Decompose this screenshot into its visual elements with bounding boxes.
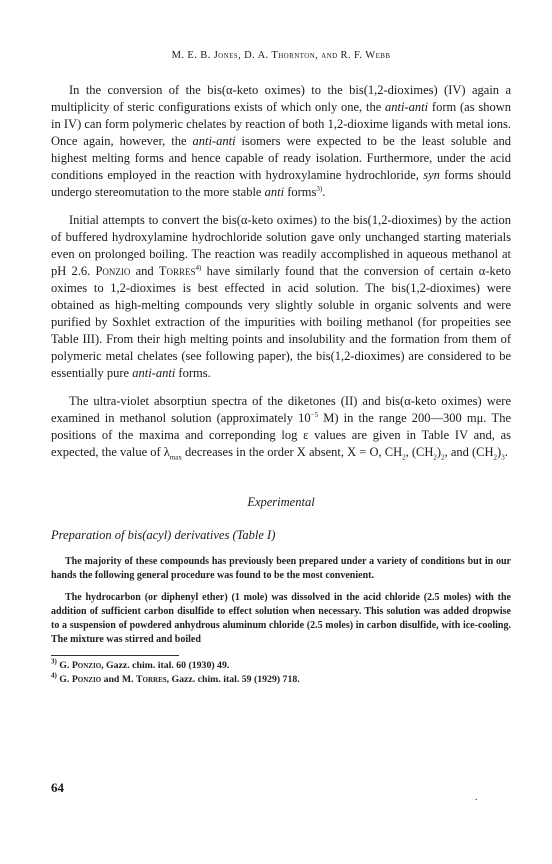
italic-term: anti-anti	[192, 134, 236, 148]
superscript: −5	[310, 410, 319, 419]
italic-term: anti	[264, 185, 285, 199]
superscript: 3)	[316, 184, 323, 193]
author-name: Torres	[158, 264, 196, 278]
italic-term: anti-anti	[132, 366, 176, 380]
running-head	[51, 50, 511, 61]
footnote-rule	[51, 655, 179, 656]
subscript: 3	[501, 453, 505, 462]
authors-line: M. E. B. Jones, D. A. Thornton, and R. F. Webb	[171, 50, 391, 61]
footnote: $^{4)}$ G. Ponzio and M. Torres, Gazz. chim. ital. 59 (1929) 718.	[51, 671, 300, 685]
italic-term: anti-anti	[385, 100, 429, 114]
superscript: 3)	[51, 657, 57, 666]
subscript: 2	[493, 453, 498, 462]
superscript: 4)	[51, 671, 57, 680]
corner-mark: .	[475, 792, 478, 803]
footnote: $^{3)}$ G. Ponzio, Gazz. chim. ital. 60 (1930) 49.	[51, 657, 230, 671]
paragraph: The ultra-violet absorptiun spectra of the diketones (II) and bis(α-keto oximes) were examined in methanol solution (approximately $10^{-5}$ M) in the range 200—300 mμ. The positions of the maxima and correponding log ε values are given in Table IV and, as expected, the value of $\lambda_{max}$ decreases in the order X absent, X = O, $CH_2$, $(CH_2)_2$, and $(CH_2)_3$.	[51, 394, 511, 462]
page	[51, 0, 511, 864]
italic-term: syn	[423, 168, 440, 182]
subscript: max	[169, 453, 182, 462]
procedure-paragraph: The hydrocarbon (or diphenyl ether) (1 mole) was dissolved in the acid chloride (2.5 moles) with the addition of sufficient carbon disulfide to effect solution when necessary. This solution was added dropwise to a suspension of powdered anhydrous aluminum chloride (2.5 moles) in carbon disulfide, with ice-cooling. The mixture was stirred and boiled	[51, 591, 511, 646]
subscript: 2	[402, 453, 406, 462]
paragraph: Initial attempts to convert the bis(α-keto oximes) to the bis(1,2-dioximes) by the action of buffered hydroxylamine hydrochloride solution gave only unchanged starting materials even on prolonged boiling. The reaction was readily accomplished in aqueous methanol at pH 2.6. Ponzio and Torres$^{4)}$ have similarly found that the conversion of certain α-keto oximes to 1,2-dioximes is best effected in acid solution. The bis(1,2-dioximes) were obtained as high-melting compounds very slightly soluble in organic solvents and were purified by Soxhlet extraction of the impurities with boiling methanol (for propeities see Table III). From their high melting points and insolubility and the formation from them of polymeric metal chelates (see following paper), the bis(1,2-dioximes) are considered to be essentially pure anti-anti forms.	[51, 213, 511, 380]
subscript: 2	[441, 453, 445, 462]
superscript: 4)	[195, 263, 202, 272]
author-name: Torres	[135, 673, 167, 685]
section-heading: Experimental	[247, 495, 315, 509]
subsection-heading: Preparation of bis(acyl) derivatives (Table I)	[51, 528, 276, 542]
body-text	[51, 82, 511, 687]
page-number: 64	[51, 780, 64, 795]
author-name: Ponzio	[71, 673, 102, 685]
author-name: Ponzio	[71, 659, 102, 671]
author-name: Ponzio	[95, 264, 131, 278]
procedure-paragraph: The majority of these compounds has previously been prepared under a variety of conditions but in our hands the following general procedure was found to be the most convenient.	[51, 556, 511, 582]
paragraph: In the conversion of the bis(α-keto oximes) to the bis(1,2-dioximes) (IV) again a multiplicity of steric configurations exists of which only one, the anti-anti form (as shown in IV) can form polymeric chelates by reaction of both 1,2-dioxime ligands with metal ions. Once again, however, the anti-anti isomers were expected to be the least soluble and highest melting forms and hence capable of ready isolation. Furthermore, under the acid conditions employed in the reaction with hydroxylamine hydrochloride, syn forms should undergo stereomutation to the more stable anti forms$^{3)}$.	[51, 83, 512, 199]
subscript: 2	[433, 453, 437, 462]
